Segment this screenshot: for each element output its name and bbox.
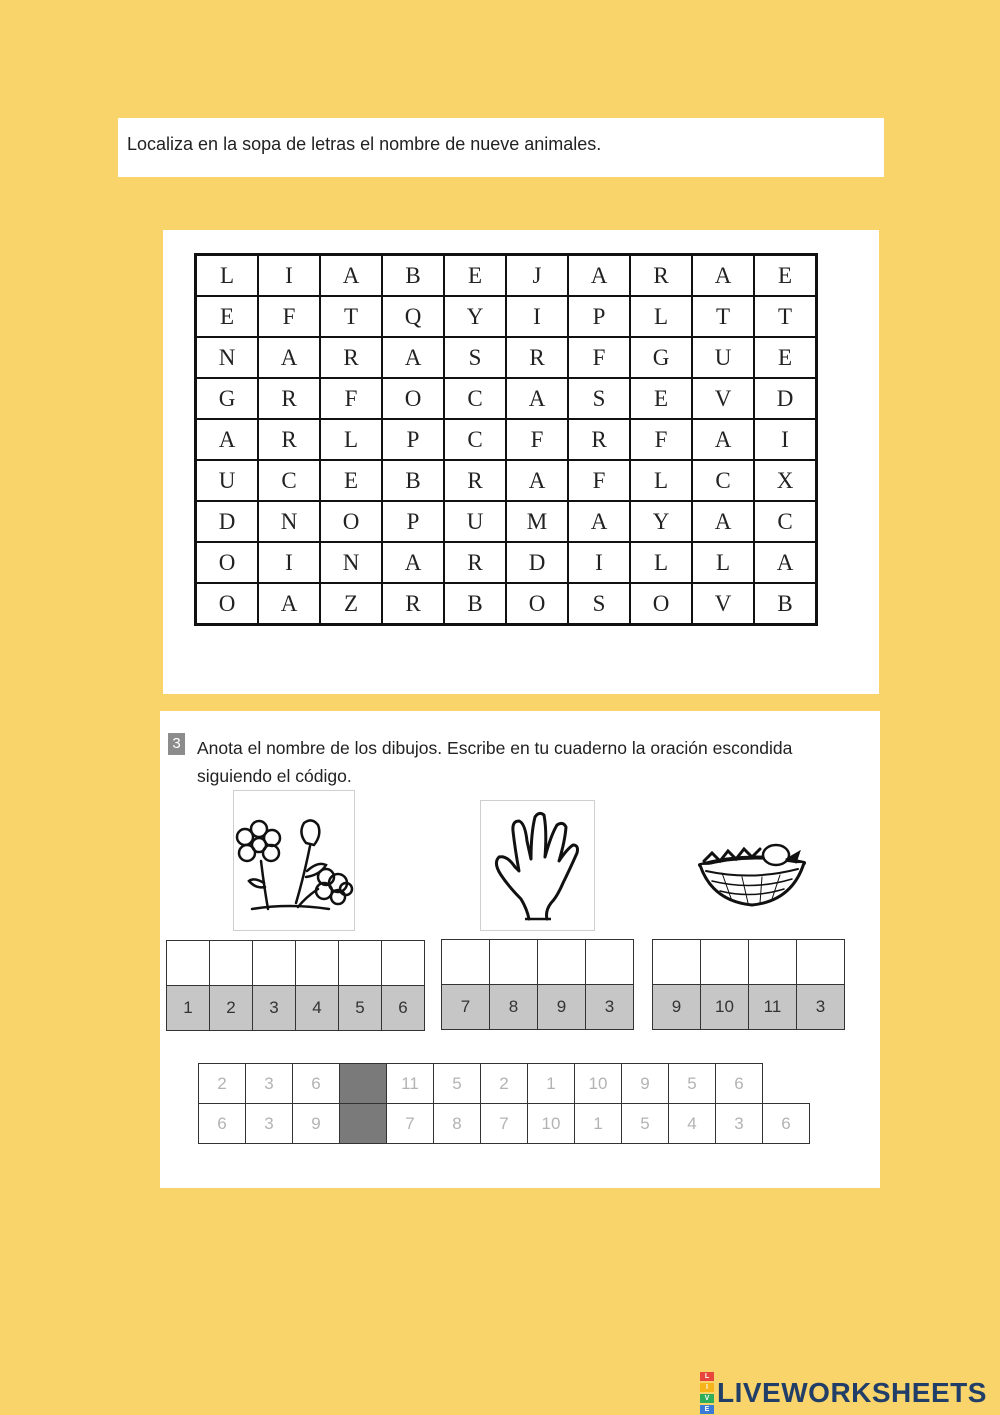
answer-letter-box[interactable] [167, 941, 210, 986]
word-search-cell[interactable]: L [196, 255, 259, 297]
code-number-cell: 3 [586, 985, 634, 1030]
word-search-row [196, 296, 817, 337]
word-search-cell[interactable]: N [320, 542, 382, 583]
word-search-grid [194, 253, 818, 626]
instruction-text: Localiza en la sopa de letras el nombre de nueve animales. [127, 134, 602, 154]
word-search-cell[interactable]: A [692, 419, 754, 460]
liveworksheets-logo [700, 1373, 987, 1413]
code-table-nest [652, 939, 845, 1030]
word-search-cell[interactable]: R [382, 583, 444, 625]
word-search-cell[interactable]: Q [382, 296, 444, 337]
hidden-letter-cell[interactable]: 3 [246, 1104, 293, 1144]
code-number-cell: 3 [797, 985, 845, 1030]
flowers-picture [233, 790, 355, 931]
word-search-cell[interactable]: T [754, 296, 817, 337]
word-space-cell [340, 1104, 387, 1144]
answer-letter-box[interactable] [749, 940, 797, 985]
word-search-row [196, 337, 817, 378]
word-search-cell[interactable]: V [692, 378, 754, 419]
word-search-cell[interactable]: E [196, 296, 259, 337]
hand-drawing-icon [481, 801, 594, 930]
word-search-cell[interactable]: A [754, 542, 817, 583]
word-search-cell[interactable]: O [382, 378, 444, 419]
answer-letter-box[interactable] [339, 941, 382, 986]
hidden-letter-cell[interactable]: 5 [622, 1104, 669, 1144]
word-search-cell[interactable]: A [258, 583, 320, 625]
word-space-cell [340, 1064, 387, 1104]
hidden-sentence-row1 [198, 1063, 763, 1104]
answer-letter-box[interactable] [490, 940, 538, 985]
word-search-cell[interactable]: V [692, 583, 754, 625]
word-search-cell[interactable]: E [320, 460, 382, 501]
answer-letter-box[interactable] [653, 940, 701, 985]
word-search-cell[interactable]: L [630, 296, 692, 337]
hidden-letter-cell[interactable]: 7 [387, 1104, 434, 1144]
word-search-cell[interactable]: I [506, 296, 568, 337]
word-search-cell[interactable]: E [754, 255, 817, 297]
hidden-letter-cell[interactable]: 8 [434, 1104, 481, 1144]
answer-letter-box[interactable] [382, 941, 425, 986]
exercise-panel [160, 711, 880, 1188]
word-search-cell[interactable]: A [568, 255, 630, 297]
code-number-cell: 10 [701, 985, 749, 1030]
word-search-cell[interactable]: A [258, 337, 320, 378]
instruction-box [118, 118, 884, 177]
word-search-cell[interactable]: Z [320, 583, 382, 625]
hidden-sentence-row2 [198, 1103, 810, 1144]
answer-letter-box[interactable] [253, 941, 296, 986]
code-number-cell: 9 [653, 985, 701, 1030]
word-search-row [196, 460, 817, 501]
logo-letter-block: E [700, 1405, 714, 1414]
word-search-cell[interactable]: R [320, 337, 382, 378]
word-search-cell[interactable]: S [568, 378, 630, 419]
code-number-cell: 8 [490, 985, 538, 1030]
word-search-cell[interactable]: U [196, 460, 259, 501]
word-search-cell[interactable]: I [568, 542, 630, 583]
hidden-letter-cell[interactable]: 4 [669, 1104, 716, 1144]
word-search-cell[interactable]: T [692, 296, 754, 337]
word-search-cell[interactable]: T [320, 296, 382, 337]
code-number-cell: 6 [382, 986, 425, 1031]
exercise-text-line1: Anota el nombre de los dibujos. Escribe en tu cuaderno la oración escondida [197, 738, 793, 758]
word-search-cell[interactable]: U [444, 501, 506, 542]
code-number-cell: 1 [167, 986, 210, 1031]
word-search-cell[interactable]: E [444, 255, 506, 297]
hidden-letter-cell[interactable]: 6 [293, 1064, 340, 1104]
word-search-cell[interactable]: I [258, 542, 320, 583]
hidden-letter-cell[interactable]: 2 [199, 1064, 246, 1104]
word-search-cell[interactable]: C [444, 419, 506, 460]
brand-name: LIVEWORKSHEETS [717, 1377, 987, 1408]
code-table-flowers [166, 940, 425, 1031]
word-search-cell[interactable]: C [692, 460, 754, 501]
logo-letter-block: L [700, 1372, 714, 1381]
word-search-cell[interactable]: L [692, 542, 754, 583]
word-search-cell[interactable]: P [382, 501, 444, 542]
word-search-cell[interactable]: F [630, 419, 692, 460]
word-search-cell[interactable]: R [630, 255, 692, 297]
hidden-letter-cell[interactable]: 5 [434, 1064, 481, 1104]
word-search-cell[interactable]: B [444, 583, 506, 625]
code-table-hand [441, 939, 634, 1030]
code-number-cell: 5 [339, 986, 382, 1031]
hidden-letter-cell[interactable]: 1 [575, 1104, 622, 1144]
word-search-cell[interactable]: P [382, 419, 444, 460]
word-search-cell[interactable]: J [506, 255, 568, 297]
word-search-cell[interactable]: O [320, 501, 382, 542]
word-search-row [196, 378, 817, 419]
word-search-cell[interactable]: O [196, 542, 259, 583]
word-search-cell[interactable]: B [382, 255, 444, 297]
logo-letter-block: I [700, 1383, 714, 1392]
word-search-cell[interactable]: A [196, 419, 259, 460]
word-search-cell[interactable]: A [382, 337, 444, 378]
live-logo-icon [700, 1371, 714, 1415]
word-search-cell[interactable]: D [196, 501, 259, 542]
word-search-cell[interactable]: O [506, 583, 568, 625]
word-search-cell[interactable]: N [196, 337, 259, 378]
answer-letter-box[interactable] [586, 940, 634, 985]
word-search-cell[interactable]: I [754, 419, 817, 460]
word-search-cell[interactable]: U [692, 337, 754, 378]
hand-picture [480, 800, 595, 931]
exercise-number: 3 [168, 733, 185, 755]
code-number-cell: 4 [296, 986, 339, 1031]
word-search-cell[interactable]: Y [444, 296, 506, 337]
answer-letter-box[interactable] [701, 940, 749, 985]
hidden-letter-cell[interactable]: 3 [716, 1104, 763, 1144]
hidden-letter-cell[interactable]: 1 [528, 1064, 575, 1104]
answer-letter-box[interactable] [797, 940, 845, 985]
word-search-cell[interactable]: F [258, 296, 320, 337]
code-number-cell: 11 [749, 985, 797, 1030]
word-search-cell[interactable]: C [258, 460, 320, 501]
word-search-cell[interactable]: R [568, 419, 630, 460]
hidden-letter-cell[interactable]: 2 [481, 1064, 528, 1104]
code-number-cell: 2 [210, 986, 253, 1031]
word-search-cell[interactable]: X [754, 460, 817, 501]
code-number-cell: 9 [538, 985, 586, 1030]
word-search-cell[interactable]: R [258, 378, 320, 419]
word-search-cell[interactable]: C [754, 501, 817, 542]
word-search-cell[interactable]: A [382, 542, 444, 583]
word-search-cell[interactable]: S [444, 337, 506, 378]
exercise-text-line2: siguiendo el código. [197, 766, 352, 786]
word-search-row [196, 583, 817, 625]
word-search-cell[interactable]: R [444, 460, 506, 501]
word-search-cell[interactable]: L [630, 542, 692, 583]
word-search-cell[interactable]: A [506, 460, 568, 501]
answer-letter-box[interactable] [296, 941, 339, 986]
word-search-cell[interactable]: R [258, 419, 320, 460]
word-search-row [196, 255, 817, 297]
code-number-cell: 3 [253, 986, 296, 1031]
word-search-cell[interactable]: O [630, 583, 692, 625]
word-search-cell[interactable]: C [444, 378, 506, 419]
hidden-letter-cell[interactable]: 3 [246, 1064, 293, 1104]
answer-letter-box[interactable] [538, 940, 586, 985]
answer-letter-box[interactable] [210, 941, 253, 986]
word-search-cell[interactable]: L [630, 460, 692, 501]
word-search-cell[interactable]: P [568, 296, 630, 337]
word-search-cell[interactable]: B [382, 460, 444, 501]
word-search-cell[interactable]: S [568, 583, 630, 625]
word-search-cell[interactable]: M [506, 501, 568, 542]
hidden-letter-cell[interactable]: 7 [481, 1104, 528, 1144]
word-search-cell[interactable]: A [320, 255, 382, 297]
flowers-drawing-icon [234, 791, 354, 930]
nest-picture [692, 831, 812, 911]
word-search-row [196, 542, 817, 583]
hidden-letter-cell[interactable]: 11 [387, 1064, 434, 1104]
hidden-letter-cell[interactable]: 10 [575, 1064, 622, 1104]
hidden-letter-cell[interactable]: 10 [528, 1104, 575, 1144]
word-search-cell[interactable]: D [754, 378, 817, 419]
word-search-panel [163, 230, 879, 694]
word-search-cell[interactable]: G [196, 378, 259, 419]
word-search-cell[interactable]: A [692, 501, 754, 542]
exercise-instructions [197, 734, 817, 790]
word-search-cell[interactable]: Y [630, 501, 692, 542]
word-search-cell[interactable]: F [320, 378, 382, 419]
word-search-cell[interactable]: E [754, 337, 817, 378]
word-search-cell[interactable]: A [692, 255, 754, 297]
word-search-cell[interactable]: A [506, 378, 568, 419]
hidden-letter-cell[interactable]: 5 [669, 1064, 716, 1104]
logo-letter-block: V [700, 1394, 714, 1403]
word-search-cell[interactable]: F [568, 460, 630, 501]
hidden-letter-cell[interactable]: 9 [293, 1104, 340, 1144]
code-number-cell: 7 [442, 985, 490, 1030]
word-search-cell[interactable]: D [506, 542, 568, 583]
word-search-cell[interactable]: I [258, 255, 320, 297]
word-search-cell[interactable]: F [568, 337, 630, 378]
word-search-row [196, 419, 817, 460]
word-search-cell[interactable]: N [258, 501, 320, 542]
word-search-cell[interactable]: B [754, 583, 817, 625]
hidden-letter-cell[interactable]: 6 [199, 1104, 246, 1144]
word-search-row [196, 501, 817, 542]
word-search-cell[interactable]: G [630, 337, 692, 378]
word-search-cell[interactable]: F [506, 419, 568, 460]
word-search-cell[interactable]: R [444, 542, 506, 583]
word-search-cell[interactable]: R [506, 337, 568, 378]
word-search-cell[interactable]: A [568, 501, 630, 542]
word-search-cell[interactable]: L [320, 419, 382, 460]
word-search-cell[interactable]: E [630, 378, 692, 419]
word-search-cell[interactable]: O [196, 583, 259, 625]
hidden-letter-cell[interactable]: 6 [763, 1104, 810, 1144]
nest-drawing-icon [692, 831, 812, 911]
answer-letter-box[interactable] [442, 940, 490, 985]
hidden-letter-cell[interactable]: 6 [716, 1064, 763, 1104]
hidden-letter-cell[interactable]: 9 [622, 1064, 669, 1104]
